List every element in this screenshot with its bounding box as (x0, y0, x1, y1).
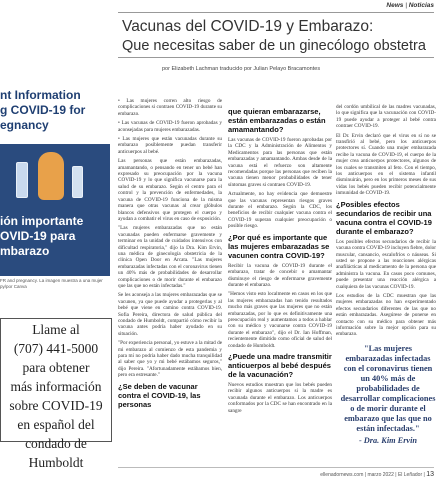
bullet-point: • Las mujeres que están vacunadas durante su embarazo posiblemente puedan transferir anticuerpos al bebé. (118, 136, 222, 155)
section-heading: ¿Posibles efectos secundarios de recibir una vacuna contra el COVID-19 durante el embarazo? (336, 199, 432, 236)
body-paragraph: Los posibles efectos secundarios de recibir la vacuna contra COVID-19 incluyen fiebre, dolor muscular, cansancio, escalofríos o náuseas. Si usted se propone a las reacciones alérgicas anafilácticas al medicamento de la persona que administra la vacuna. En casos poco comunes, puede presentar una reacción alérgica a cualquiera de las vacunas COVID-19. (336, 238, 436, 290)
section-heading: ¿Puede una madre transmitir anticuerpos al bebé después de la vacunación? (228, 351, 332, 379)
call-box-line: en español del (17, 417, 95, 432)
article-subtitle: Que necesitas saber de un ginecólogo obstetra (122, 38, 426, 54)
footer-separator: | (393, 472, 398, 478)
body-paragraph: del cordón umbilical de las madres vacunadas, lo que significa que la vacunación con COVID-19 puede ayudar a proteger al bebé contra contraer COVID-19. (336, 104, 436, 130)
body-paragraph: "Las mujeres embarazadas que no están vacunadas pueden enfermarse gravemente y terminar en la unidad de cuidados intensivos con dificultad respiratoria," dijo la Dra. Kim Ervin, una médica de ginecología obstetricia de la clínica Open Door en Arcata. "Las mujeres embarazadas infectadas con el coronavirus tienen un 40% más de probabilidades de desarrollar complicaciones o de morir durante el embarazo que las que no están infectadas." (118, 225, 222, 289)
article-title: Vacunas del COVID-19 y Embarazo: (122, 18, 374, 35)
call-box-line: Humboldt (28, 455, 84, 470)
bullet-point: • Las mujeres corren alto riesgo de complicaciones si contraen COVID-19 durante su embarazo. (118, 98, 222, 117)
pull-quote (340, 344, 436, 446)
call-box-line: sobre COVID-19 (9, 398, 103, 413)
footer-date: marzo 2022 (367, 472, 394, 478)
infographic-image (0, 86, 110, 276)
body-paragraph: Los estudios de la CDC muestran que las mujeres embarazadas no han experimentado efectos secundarios diferentes de las que no están embarazadas. Asegúrese de ponerse en contacto con su médico para obtener más información sobre la mejor opción para su embarazo. (336, 292, 436, 338)
body-paragraph: "Hemos visto esto localmente en casos en los que las mujeres embarazadas han tenido resultados mucho más graves que las mujeres que no están embarazadas, por lo que es definitivamente una preocupación real y aumentamos a todos a hablar con su médico y vacunarse contra COVID-19 durante el embarazo", dijo el Dr. Ian Hoffman, recientemente dimitido como oficial de salud del condado de Humboldt. (228, 291, 332, 349)
infographic-footer-text (0, 214, 83, 259)
pregnant-woman-icon (38, 152, 64, 200)
body-paragraph: Actualmente, no hay evidencia que demuestre que las vacunas representan riesgos graves durante el embarazo. Según la CDC, los beneficios de recibir cualquier vacuna contra el COVID-19 superan cualquier preocupación o posible riesgo. (228, 191, 332, 230)
infographic-footer-line: ión importante (0, 214, 84, 228)
article-column-2 (228, 104, 332, 417)
call-info-box (0, 318, 112, 470)
page-footer (320, 471, 434, 478)
infographic-footer-line: OVID-19 para (0, 229, 76, 243)
body-paragraph: Se les aconseja a las mujeres embarazadas que se vacunen, ya que puede ayudar a protegerlas y al bebé que viene en camino contra COVID-19. Sofia Pereira, directora de salud pública del condado de Humboldt, compartió cómo recibir la vacuna antes podría haber ayudado en su situación. (118, 292, 222, 337)
page-number: 13 (426, 471, 434, 478)
byline: por Elizabeth Lachman traducido por Julian Pelayo Bracamontes (162, 66, 321, 72)
footer-separator: | (363, 472, 368, 478)
section-noticias: Noticias (408, 2, 434, 9)
bullet-point: • Las vacunas de COVID-19 fueron aprobadas y aconsejadas para mujeres embarazadas. (118, 120, 222, 133)
article-column-3 (336, 104, 436, 341)
infographic-headline (0, 88, 85, 133)
infographic-headline-line: g COVID-19 for (0, 103, 86, 117)
section-separator: | (403, 2, 409, 9)
footer-separator: | (422, 472, 427, 478)
caption-line: FR and pregnancy. La imagen muestra a una mujer (0, 278, 103, 283)
footer-publication: El Leñador (397, 472, 423, 478)
body-paragraph: Recibir la vacuna de COVID-19 durante el embarazo, tratar de concebir o amamantar disminuye el riesgo de enfermarse gravemente durante el embarazo. (228, 262, 332, 288)
call-box-line: condado de (25, 436, 87, 451)
call-box-phone: (707) 441-5000 (13, 341, 99, 356)
body-paragraph: Las vacunas de COVID-19 fueron aprobadas por la CDC y la Administración de Alimentos y Medicamentos para las personas que están embarazadas y amamantando. Ambas desde de la vacuna está el refuerzo son altamente recomendadas porque las personas que reciben la vacuna tienen menor probabilidades de tener síntomas graves si contraen COVID-19. (228, 137, 332, 188)
body-paragraph: "Por experiencia personal, yo estuve a la mitad de mi embarazo al comienzo de esta pandemia y para mí no podría haber dado mucha tranquilidad al saber que yo y mi bebé estábamos seguros," dijo Pereira. "Afortunadamente estábamos bien, pero era estresante." (118, 340, 222, 379)
section-label (386, 2, 434, 9)
footer-site: ellenadornews.com (320, 472, 364, 478)
caption-line: py/por Canva (0, 283, 27, 289)
vaccine-vial-icon (16, 162, 28, 198)
footer-rule (118, 467, 434, 468)
infographic-headline-line: nt Information (0, 88, 81, 102)
body-paragraph: Nuevos estudios muestran que los bebés pueden recibir algunos anticuerpos si la madre es vacunada durante el embarazo. Los anticuerpos conformados por la CDC se han encontrado en la sangre (228, 381, 332, 414)
header-rule (118, 12, 434, 13)
pull-quote-attribution: - Dra. Kim Ervin (358, 436, 418, 445)
section-news: News (386, 2, 404, 9)
subtitle-rule (118, 57, 434, 58)
call-box-line: más información (10, 379, 102, 394)
image-caption (0, 278, 112, 289)
infographic-footer-line: mbarazo (0, 244, 50, 258)
call-box-line: para obtener (22, 360, 90, 375)
vaccine-vial-icon (72, 166, 83, 198)
pull-quote-text: "Las mujeres embarazadas infectadas con el coronavirus tienen un 40% más de probabilidades de desarrollar complicaciones o de morir durante el embarazo que las que no están infectadas." (340, 344, 436, 433)
section-heading: que quieran embarazarse, están embarazadas o están amamantando? (228, 107, 326, 134)
infographic-headline-line: egnancy (0, 118, 49, 132)
body-paragraph: Las personas que están embarazadas, amamantando, o pensando en tener un bebé han expresado su preocupación por la vacuna COVID-19 y lo que significa vacunarse para la salud de su embarazo. Según el centro para el control y la prevención de enfermedades, la vacuna de COVID-19 funciona de la misma manera que otras vacunas al crear glóbulos blancos defensivos que protegen el cuerpo y ayudan a combatir el virus en caso de exposición. (118, 158, 222, 222)
body-paragraph: El Dr. Ervin declaró que el virus en sí no se transfirió al bebé, pero los anticuerpos protectores sí. Cuando una mujer embarazada recibe la vacuna de COVID-19, el cuerpo de la mujer crea anticuerpos protectores, algunos de los cuales se transmiten al feto. Con el tiempo, los anticuerpos en el sistema infantil disminuirán, pero en los primeros meses de sus vidas los bebés pueden recibir potencialmente inmunidad de COVID-19. (336, 132, 436, 197)
article-column-1 (118, 98, 222, 412)
section-heading: ¿Por qué es importante que las mujeres embarazadas se vacunen contra COVID-19? (228, 232, 330, 260)
section-heading: ¿Se deben de vacunar contra el COVID-19, las personas (118, 381, 201, 409)
call-box-line: Llame al (32, 322, 80, 337)
